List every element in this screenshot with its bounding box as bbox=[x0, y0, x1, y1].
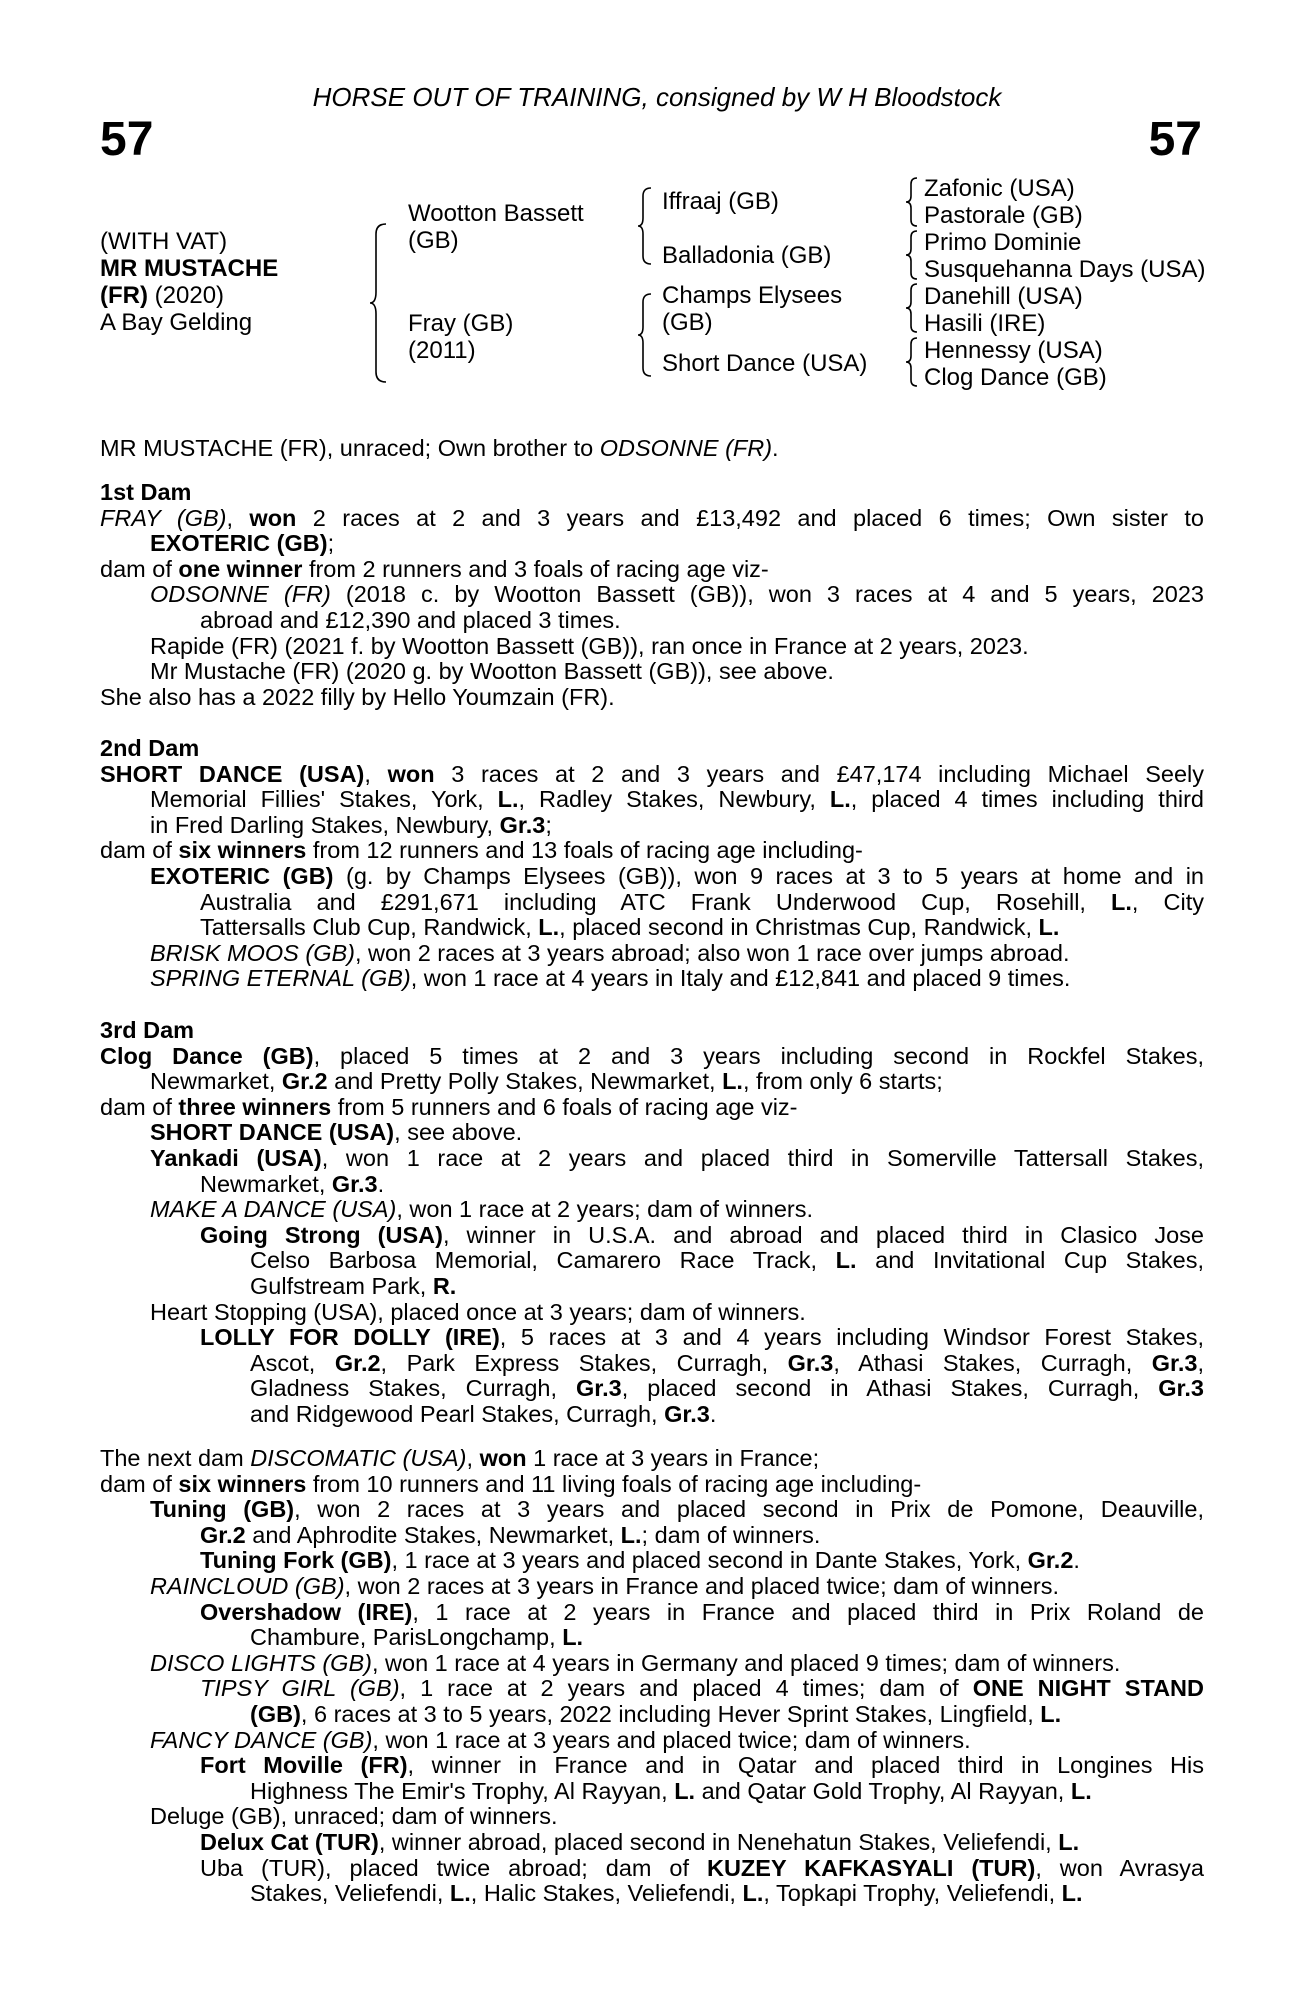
text: Newmarket, bbox=[200, 1171, 332, 1197]
text: , winner abroad, placed second in Nenehatun Stakes, Veliefendi, bbox=[378, 1829, 1059, 1855]
italic-name: RAINCLOUD (GB) bbox=[150, 1573, 345, 1599]
text-line bbox=[100, 1044, 1204, 1070]
text-line bbox=[100, 1523, 1204, 1549]
text: dam of bbox=[100, 556, 179, 582]
text: ; bbox=[327, 531, 335, 557]
text-line bbox=[100, 838, 1204, 864]
bold-text: Gr.3 bbox=[1158, 1376, 1204, 1402]
bold-text: Tuning (GB) bbox=[150, 1497, 295, 1523]
section-heading: 3rd Dam bbox=[100, 1018, 195, 1043]
text: , 1 race at 2 years and placed 4 times; dam of bbox=[399, 1676, 973, 1702]
text: Gladness Stakes, Curragh, bbox=[250, 1376, 577, 1402]
ancestor-zafonic: Zafonic (USA) bbox=[924, 175, 1075, 202]
bold-text: Overshadow (IRE) bbox=[200, 1599, 413, 1625]
section-heading: 1st Dam bbox=[100, 480, 192, 505]
text: , Radley Stakes, Newbury, bbox=[518, 787, 830, 813]
bold-text: L. bbox=[1061, 1881, 1083, 1907]
text-line bbox=[100, 531, 1204, 557]
bold-text: L. bbox=[674, 1778, 696, 1804]
text: , placed second in Christmas Cup, Randwick, bbox=[559, 915, 1039, 941]
ancestor-hennessy: Hennessy (USA) bbox=[924, 337, 1103, 364]
dam-sire: Champs Elysees bbox=[662, 282, 843, 309]
text: , 5 races at 3 and 4 years including Windsor Forest Stakes, bbox=[499, 1325, 1204, 1351]
text: , won 1 race at 4 years in Germany and placed 9 times; dam of winners. bbox=[371, 1650, 1121, 1676]
text-line bbox=[100, 915, 1204, 941]
bold-text: EXOTERIC (GB) bbox=[150, 863, 334, 889]
text: , won 1 race at 4 years in Italy and £12,841 and placed 9 times. bbox=[410, 966, 1071, 992]
bold-text: L. bbox=[562, 1625, 584, 1651]
text: , winner in U.S.A. and abroad and placed third in Clasico Jose bbox=[442, 1222, 1204, 1248]
bold-text: R. bbox=[432, 1273, 457, 1299]
text: , won 1 race at 2 years and placed third in Somerville Tattersall Stakes, bbox=[321, 1145, 1204, 1171]
bold-text: SHORT DANCE (USA) bbox=[100, 761, 365, 787]
italic-name: SPRING ETERNAL (GB) bbox=[150, 966, 411, 992]
text-line bbox=[100, 634, 1204, 660]
text: , won Avrasya bbox=[1035, 1855, 1204, 1881]
text: Australia and £291,671 including ATC Frank Underwood Cup, Rosehill, bbox=[200, 889, 1112, 915]
text-line bbox=[100, 1274, 1204, 1300]
ancestor-clog-dance: Clog Dance (GB) bbox=[924, 364, 1107, 391]
bold-text: Gr.3 bbox=[1151, 1350, 1198, 1376]
text: , Topkapi Trophy, Veliefendi, bbox=[763, 1881, 1062, 1907]
sire-parents-brace bbox=[636, 186, 654, 266]
section-1 bbox=[100, 480, 1204, 710]
text-line bbox=[100, 787, 1204, 813]
text: Rapide (FR) (2021 f. by Wootton Bassett (GB)), ran once in France at 2 years, 2023. bbox=[150, 633, 1029, 659]
ancestor-pastorale: Pastorale (GB) bbox=[924, 202, 1083, 229]
text: . bbox=[377, 1171, 385, 1197]
bold-text: Gr.3 bbox=[499, 812, 546, 838]
text: , Park Express Stakes, Curragh, bbox=[380, 1350, 788, 1376]
bold-text: Gr.3 bbox=[576, 1376, 622, 1402]
italic-name: ODSONNE (FR) bbox=[150, 582, 331, 608]
text: and Qatar Gold Trophy, Al Rayyan, bbox=[695, 1778, 1071, 1804]
ancestor-susquehanna-days: Susquehanna Days (USA) bbox=[924, 256, 1206, 283]
gen3-brace-4 bbox=[904, 336, 920, 388]
text: Mr Mustache (FR) (2020 g. by Wootton Bassett (GB)), see above. bbox=[150, 659, 834, 685]
bold-text: one winner bbox=[178, 556, 303, 582]
text: and Aphrodite Stakes, Newmarket, bbox=[245, 1522, 621, 1548]
intro-paragraph bbox=[100, 436, 1204, 462]
italic-name: DISCO LIGHTS (GB) bbox=[150, 1650, 372, 1676]
text: . bbox=[709, 1401, 717, 1427]
text: dam of bbox=[100, 838, 179, 864]
text-line bbox=[100, 557, 1204, 583]
bold-text: SHORT DANCE (USA) bbox=[150, 1120, 395, 1146]
bold-text: L. bbox=[722, 1069, 743, 1095]
sire-name: Wootton Bassett bbox=[408, 200, 584, 227]
text: Newmarket, bbox=[150, 1069, 282, 1095]
text: Uba (TUR), placed twice abroad; dam of bbox=[200, 1855, 707, 1881]
text: and Ridgewood Pearl Stakes, Curragh, bbox=[250, 1401, 665, 1427]
bold-text: Fort Moville (FR) bbox=[200, 1753, 408, 1779]
bold-text: L. bbox=[829, 787, 851, 813]
text: Heart Stopping (USA), placed once at 3 years; dam of winners. bbox=[150, 1299, 806, 1325]
text-line bbox=[100, 1651, 1204, 1677]
text: Memorial Fillies' Stakes, York, bbox=[150, 787, 498, 813]
text-line bbox=[100, 1223, 1204, 1249]
sire-dam: Balladonia (GB) bbox=[662, 242, 832, 269]
text: 1 race at 3 years in France; bbox=[526, 1446, 820, 1471]
text-line bbox=[100, 1574, 1204, 1600]
bold-text: EXOTERIC (GB) bbox=[150, 531, 328, 557]
horse-country: (FR) bbox=[100, 282, 148, 309]
text: and Invitational Cup Stakes, bbox=[856, 1248, 1204, 1274]
ancestor-hasili: Hasili (IRE) bbox=[924, 310, 1046, 337]
text-line bbox=[100, 1446, 1204, 1472]
text: , placed second in Athasi Stakes, Curragh, bbox=[621, 1376, 1159, 1402]
italic-name: BRISK MOOS (GB) bbox=[150, 940, 355, 966]
bold-text: six winners bbox=[178, 1471, 307, 1497]
text: dam of bbox=[100, 1471, 179, 1497]
bold-text: L. bbox=[497, 787, 519, 813]
text: , see above. bbox=[394, 1120, 523, 1146]
text: Tattersalls Club Cup, Randwick, bbox=[200, 915, 539, 941]
text-line bbox=[100, 1146, 1204, 1172]
text-line bbox=[100, 941, 1204, 967]
text: , winner in France and in Qatar and placed third in Longines His bbox=[407, 1753, 1204, 1779]
text: MR MUSTACHE (FR), unraced; Own brother to bbox=[100, 436, 600, 461]
section-4 bbox=[100, 1446, 1204, 1907]
sire-country: (GB) bbox=[408, 227, 459, 254]
gen3-brace-2 bbox=[904, 229, 920, 281]
bold-text: Gr.2 bbox=[200, 1522, 246, 1548]
dam-sire-country: (GB) bbox=[662, 309, 713, 336]
bold-text: Gr.3 bbox=[331, 1171, 378, 1197]
text: , won 1 race at 3 years and placed twice; dam of winners. bbox=[372, 1727, 971, 1753]
text: in Fred Darling Stakes, Newbury, bbox=[150, 812, 500, 838]
bold-text: L. bbox=[835, 1248, 857, 1274]
bold-text: six winners bbox=[178, 838, 307, 864]
bold-text: L. bbox=[1040, 1701, 1062, 1727]
bold-text: (GB) bbox=[250, 1701, 301, 1727]
ancestor-primo-dominie: Primo Dominie bbox=[924, 229, 1082, 256]
bold-text: three winners bbox=[178, 1094, 332, 1120]
bold-text: Delux Cat (TUR) bbox=[200, 1829, 379, 1855]
text-line bbox=[100, 1120, 1204, 1146]
text: ; bbox=[545, 812, 552, 838]
italic-name: DISCOMATIC (USA) bbox=[250, 1446, 467, 1471]
text-line bbox=[100, 1856, 1204, 1882]
dam-dam: Short Dance (USA) bbox=[662, 350, 868, 377]
section-2 bbox=[100, 736, 1204, 992]
text-line bbox=[100, 1497, 1204, 1523]
section-heading: 2nd Dam bbox=[100, 736, 200, 761]
bold-text: Gr.3 bbox=[787, 1350, 834, 1376]
text-line bbox=[100, 1625, 1204, 1651]
text-line bbox=[100, 1197, 1204, 1223]
bold-text: Gr.2 bbox=[334, 1350, 381, 1376]
bold-text: won bbox=[249, 505, 297, 531]
text: . bbox=[1073, 1548, 1080, 1574]
text-line bbox=[100, 890, 1204, 916]
text: Stakes, Veliefendi, bbox=[250, 1881, 450, 1907]
text-line bbox=[100, 1830, 1204, 1856]
text: , won 2 races at 3 years in France and placed twice; dam of winners. bbox=[344, 1573, 1060, 1599]
text-line bbox=[100, 1172, 1204, 1198]
lot-number-right: 57 bbox=[1148, 113, 1202, 166]
horse-year: (2020) bbox=[147, 282, 225, 309]
bold-text: won bbox=[479, 1446, 527, 1471]
text: , won 2 races at 3 years abroad; also won 1 race over jumps abroad. bbox=[355, 940, 1070, 966]
text: , 6 races at 3 to 5 years, 2022 including Hever Sprint Stakes, Lingfield, bbox=[300, 1701, 1041, 1727]
text-line bbox=[100, 1753, 1204, 1779]
bold-text: L. bbox=[1058, 1829, 1080, 1855]
text-line bbox=[100, 1300, 1204, 1326]
gen3-brace-3 bbox=[904, 282, 920, 334]
bold-text: L. bbox=[1038, 915, 1060, 941]
ancestor-danehill: Danehill (USA) bbox=[924, 283, 1083, 310]
text-line bbox=[100, 1804, 1204, 1830]
text: , Athasi Stakes, Curragh, bbox=[833, 1350, 1152, 1376]
bold-text: Gr.3 bbox=[664, 1401, 710, 1427]
gen3-brace-1 bbox=[904, 176, 920, 228]
italic-name: TIPSY GIRL (GB) bbox=[200, 1676, 400, 1702]
text: , placed 4 times including third bbox=[850, 787, 1204, 813]
text-line bbox=[100, 1095, 1204, 1121]
text-line bbox=[100, 1881, 1204, 1907]
bold-text: L. bbox=[1111, 889, 1132, 915]
text-line bbox=[100, 1376, 1204, 1402]
horse-description: A Bay Gelding bbox=[100, 309, 253, 336]
dam-year: (2011) bbox=[408, 337, 476, 364]
bold-text: Gr.2 bbox=[281, 1069, 328, 1095]
bold-text: ONE NIGHT STAND bbox=[972, 1676, 1204, 1702]
dam-name: Fray (GB) bbox=[408, 310, 514, 337]
text-line bbox=[100, 864, 1204, 890]
text: . bbox=[772, 436, 779, 461]
text-line bbox=[100, 1402, 1204, 1428]
text-line bbox=[100, 1325, 1204, 1351]
text-line bbox=[100, 506, 1204, 532]
horse-name: MR MUSTACHE bbox=[100, 255, 279, 282]
sire-sire: Iffraaj (GB) bbox=[662, 188, 779, 215]
text: (g. by Champs Elysees (GB)), won 9 races at 3 to 5 years at home and in bbox=[333, 863, 1204, 889]
bold-text: L. bbox=[538, 915, 560, 941]
italic-name: MAKE A DANCE (USA) bbox=[150, 1197, 397, 1223]
text-line bbox=[100, 1600, 1204, 1626]
text: Deluge (GB), unraced; dam of winners. bbox=[150, 1804, 558, 1830]
text: 3 races at 2 and 3 years and £47,174 including Michael Seely bbox=[434, 761, 1204, 787]
bold-text: L. bbox=[620, 1522, 642, 1548]
text-line bbox=[100, 608, 1204, 634]
text: 2 races at 2 and 3 years and £13,492 and placed 6 times; Own sister to bbox=[296, 505, 1204, 531]
vat-label: (WITH VAT) bbox=[100, 228, 228, 255]
text: and Pretty Polly Stakes, Newmarket, bbox=[327, 1069, 723, 1095]
page-header-title: HORSE OUT OF TRAINING, consigned by W H Bloodstock bbox=[312, 82, 1002, 112]
text: , from only 6 starts; bbox=[742, 1069, 943, 1095]
text: , bbox=[1197, 1350, 1204, 1376]
text-line bbox=[100, 685, 1204, 711]
text: , bbox=[466, 1446, 480, 1471]
text-line bbox=[100, 762, 1204, 788]
text-line bbox=[100, 582, 1204, 608]
text-line bbox=[100, 1069, 1204, 1095]
text: Gulfstream Park, bbox=[250, 1273, 433, 1299]
text-line bbox=[100, 966, 1204, 992]
text-line bbox=[100, 1351, 1204, 1377]
section-3 bbox=[100, 1018, 1204, 1428]
bold-text: Gr.2 bbox=[1027, 1548, 1074, 1574]
bold-text: Yankadi (USA) bbox=[150, 1145, 322, 1171]
bold-text: L. bbox=[1070, 1778, 1092, 1804]
text: , placed 5 times at 2 and 3 years including second in Rockfel Stakes, bbox=[313, 1043, 1204, 1069]
bold-text: won bbox=[387, 761, 435, 787]
text-line bbox=[100, 813, 1204, 839]
bold-text: L. bbox=[742, 1881, 764, 1907]
text: abroad and £12,390 and placed 3 times. bbox=[200, 607, 621, 633]
italic-name: ODSONNE (FR) bbox=[599, 436, 773, 461]
intro-line bbox=[100, 436, 1204, 462]
text: The next dam bbox=[100, 1446, 251, 1471]
horse-country-year bbox=[100, 282, 224, 309]
text: from 12 runners and 13 foals of racing age including- bbox=[306, 838, 863, 864]
text: from 2 runners and 3 foals of racing age viz- bbox=[302, 556, 769, 582]
text-line bbox=[100, 1676, 1204, 1702]
text: Celso Barbosa Memorial, Camarero Race Track, bbox=[250, 1248, 836, 1274]
text-line bbox=[100, 1248, 1204, 1274]
sire-dam-brace bbox=[368, 222, 390, 384]
text-line bbox=[100, 1779, 1204, 1805]
bold-text: Clog Dance (GB) bbox=[100, 1043, 314, 1069]
text: from 10 runners and 11 living foals of racing age including- bbox=[306, 1471, 922, 1497]
text: , 1 race at 2 years in France and placed third in Prix Roland de bbox=[412, 1599, 1204, 1625]
text-line bbox=[100, 1548, 1204, 1574]
text: , Halic Stakes, Veliefendi, bbox=[470, 1881, 743, 1907]
text-line bbox=[100, 1472, 1204, 1498]
text-line bbox=[100, 1702, 1204, 1728]
text: , won 1 race at 2 years; dam of winners. bbox=[396, 1197, 814, 1223]
bold-text: L. bbox=[449, 1881, 471, 1907]
text: Highness The Emir's Trophy, Al Rayyan, bbox=[250, 1778, 675, 1804]
bold-text: Tuning Fork (GB) bbox=[200, 1548, 392, 1574]
text: , City bbox=[1131, 889, 1204, 915]
text-line bbox=[100, 1728, 1204, 1754]
italic-name: FANCY DANCE (GB) bbox=[150, 1727, 373, 1753]
italic-name: FRAY (GB) bbox=[100, 505, 227, 531]
text: dam of bbox=[100, 1094, 179, 1120]
text: , bbox=[226, 505, 250, 531]
bold-text: KUZEY KAFKASYALI (TUR) bbox=[706, 1855, 1036, 1881]
text: Chambure, ParisLongchamp, bbox=[250, 1625, 563, 1651]
text: Ascot, bbox=[250, 1350, 335, 1376]
text: , bbox=[364, 761, 388, 787]
bold-text: Going Strong (USA) bbox=[200, 1222, 443, 1248]
text: , 1 race at 3 years and placed second in Dante Stakes, York, bbox=[391, 1548, 1028, 1574]
text-line bbox=[100, 659, 1204, 685]
text: (2018 c. by Wootton Bassett (GB)), won 3 races at 4 and 5 years, 2023 bbox=[330, 582, 1204, 608]
text: , won 2 races at 3 years and placed second in Prix de Pomone, Deauville, bbox=[294, 1497, 1204, 1523]
lot-number-left: 57 bbox=[100, 113, 154, 166]
dam-parents-brace bbox=[636, 292, 654, 378]
text: She also has a 2022 filly by Hello Youmzain (FR). bbox=[100, 684, 615, 710]
text: ; dam of winners. bbox=[641, 1522, 821, 1548]
bold-text: LOLLY FOR DOLLY (IRE) bbox=[200, 1325, 500, 1351]
text: from 5 runners and 6 foals of racing age viz- bbox=[331, 1094, 798, 1120]
